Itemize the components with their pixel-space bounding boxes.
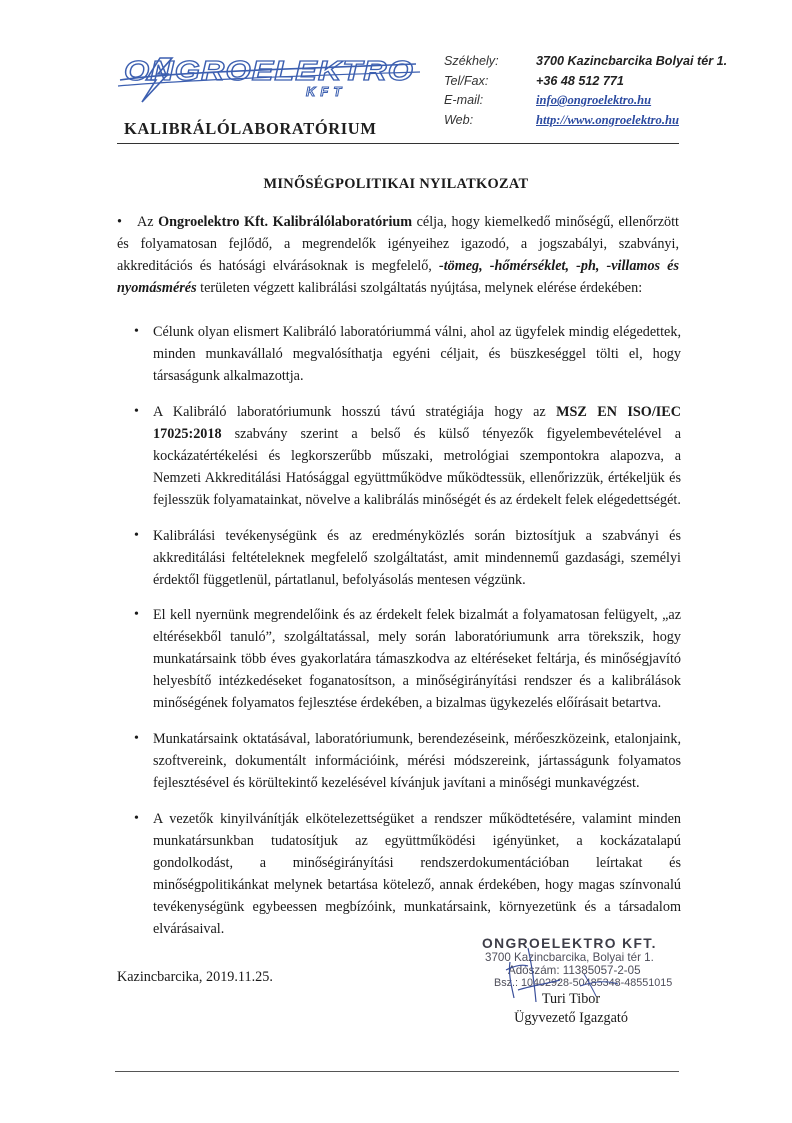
item-text: szabvány szerint a belső és külső tényezők figyelembevételével a kockázatértékelési és legkorszerűbb műszaki, metrológiai szempontokra alapozva, a Nemzeti Akkreditálási Hatósággal együttműködve működtessük, ellenőrizzük, értékeljük és fejlesszük folyamatainkat, növelve a kalibrálás minőségét és az érdekelt felek elégedettségét. [153,426,681,508]
list-item [117,321,681,387]
item-text: Célunk olyan elismert Kalibráló laboratóriummá válni, ahol az ügyfelek mindig elégedettek, minden munkavállaló megvalósíthatja egyéni céljait, és büszkeséggel tölti el, hogy társaságunk alkalmazottja. [153,324,681,384]
item-text: Munkatársaink oktatásával, laboratóriumunk, berendezéseink, mérőeszközeink, etalonjaink, szoftvereink, dokumentált információink, mérési módszereink, jártasságunk folyamatos fejlesztésével és körültekintő kezelésével kívánjuk javítani a minőségi munkavégzést. [153,731,681,791]
list-item [117,604,681,714]
intro-paragraph [117,211,679,299]
contact-label: Székhely: [444,54,499,68]
footer-divider [115,1071,679,1072]
item-text: A Kalibráló laboratóriumunk hosszú távú stratégiája hogy az [153,404,557,420]
stamp-bank-account: Bsz.: 10402928-50485348-48551015 [494,977,673,989]
intro-mid: célja, hogy kiemelkedő minőségű, ellenőrzött és folyamatosan fejlődő, a megrendelők igényeihez igazodó, a jogszabályi, szabványi, akkreditációs és hatósági elvárásoknak is megfelelő, [117,214,679,274]
intro-company: Ongroelektro Kft. Kalibrálólaboratórium [158,214,413,230]
stamp-name: ONGROELEKTRO KFT. [482,936,657,951]
intro-prefix: Az [137,214,159,230]
logo-graphic [116,50,422,106]
document-title: MINŐSÉGPOLITIKAI NYILATKOZAT [263,176,529,192]
list-item [117,808,681,940]
website-link[interactable]: http://www.ongroelektro.hu [536,112,679,127]
list-item [117,525,681,591]
list-item [117,728,681,794]
lab-title: KALIBRÁLÓLABORATÓRIUM [124,119,377,138]
intro-fields: -tömeg, -hőmérséklet, -ph, -villamos és nyomásmérés [117,258,680,296]
item-text: El kell nyernünk megrendelőink és az érdekelt felek bizalmát a folyamatosan felügyelt, „az eltérésekből tanuló”, szolgáltatással, mely során laboratóriumunk arra törekszik, hogy munkatársaink több éves gyakorlatára támaszkodva az eltéréseket feltárja, és minőségjavító helyesbítő intézkedéseket foganatosítson, a minőségirányítási rendszer és a kalibrálások minőségének folyamatos fejlesztése érdekében, a bizalmas ügykezelés előírásait betartva. [153,607,681,711]
list-item [117,401,681,511]
contact-address: 3700 Kazincbarcika Bolyai tér 1. [536,54,728,68]
bullet-icon: • [117,214,122,230]
email-link[interactable]: info@ongroelektro.hu [536,93,652,107]
logo-sub: KFT [306,84,347,99]
company-logo [116,50,422,106]
item-text: A vezetők kinyilvánítják elkötelezettségüket a rendszer működtetésére, valamint minden munkatársunkban tudatosítjuk az együttműködési igényünket, a kockázatalapú gondolkodást, a minőségirányítási rendszerdokumentációban leírtakat és minőségpolitikánkat melynek betartása kötelező, annak érdekében, hogy magas színvonalú tevékenységünk egybeessen megbízóink, munkatársaink, környezetünk és a társadalom elvárásaival. [153,811,681,937]
logo-wordmark: ONGROELEKTRO [124,55,414,86]
item-text: Kalibrálási tevékenységünk és az eredményközlés során biztosítjuk a szabványi és akkreditálási feltételeknek megfelelő szolgáltatást, amit mindennemű gazdasági, személyi érdektől függetlenül, pártatlanul, befolyásolás mentesen végzünk. [153,528,681,588]
contact-label: E-mail: [444,93,484,107]
header-divider [117,143,679,144]
contact-phone: +36 48 512 771 [536,73,624,88]
contact-label: Tel/Fax: [444,73,489,88]
signer-block [506,990,636,1028]
intro-suffix: területen végzett kalibrálási szolgáltatás nyújtása, melynek elérése érdekében: [196,280,643,296]
signer-title: Ügyvezető Igazgató [514,1010,628,1026]
standard-reference: MSZ EN ISO/IEC 17025:2018 [153,404,681,442]
signer-name: Turi Tibor [541,991,601,1007]
place-date: Kazincbarcika, 2019.11.25. [117,969,273,985]
stamp-address: 3700 Kazincbarcika, Bolyai tér 1. [485,951,654,964]
stamp-tax-number: Adószám: 11385057-2-05 [508,964,641,977]
contact-label: Web: [444,112,474,127]
policy-list [117,321,681,953]
